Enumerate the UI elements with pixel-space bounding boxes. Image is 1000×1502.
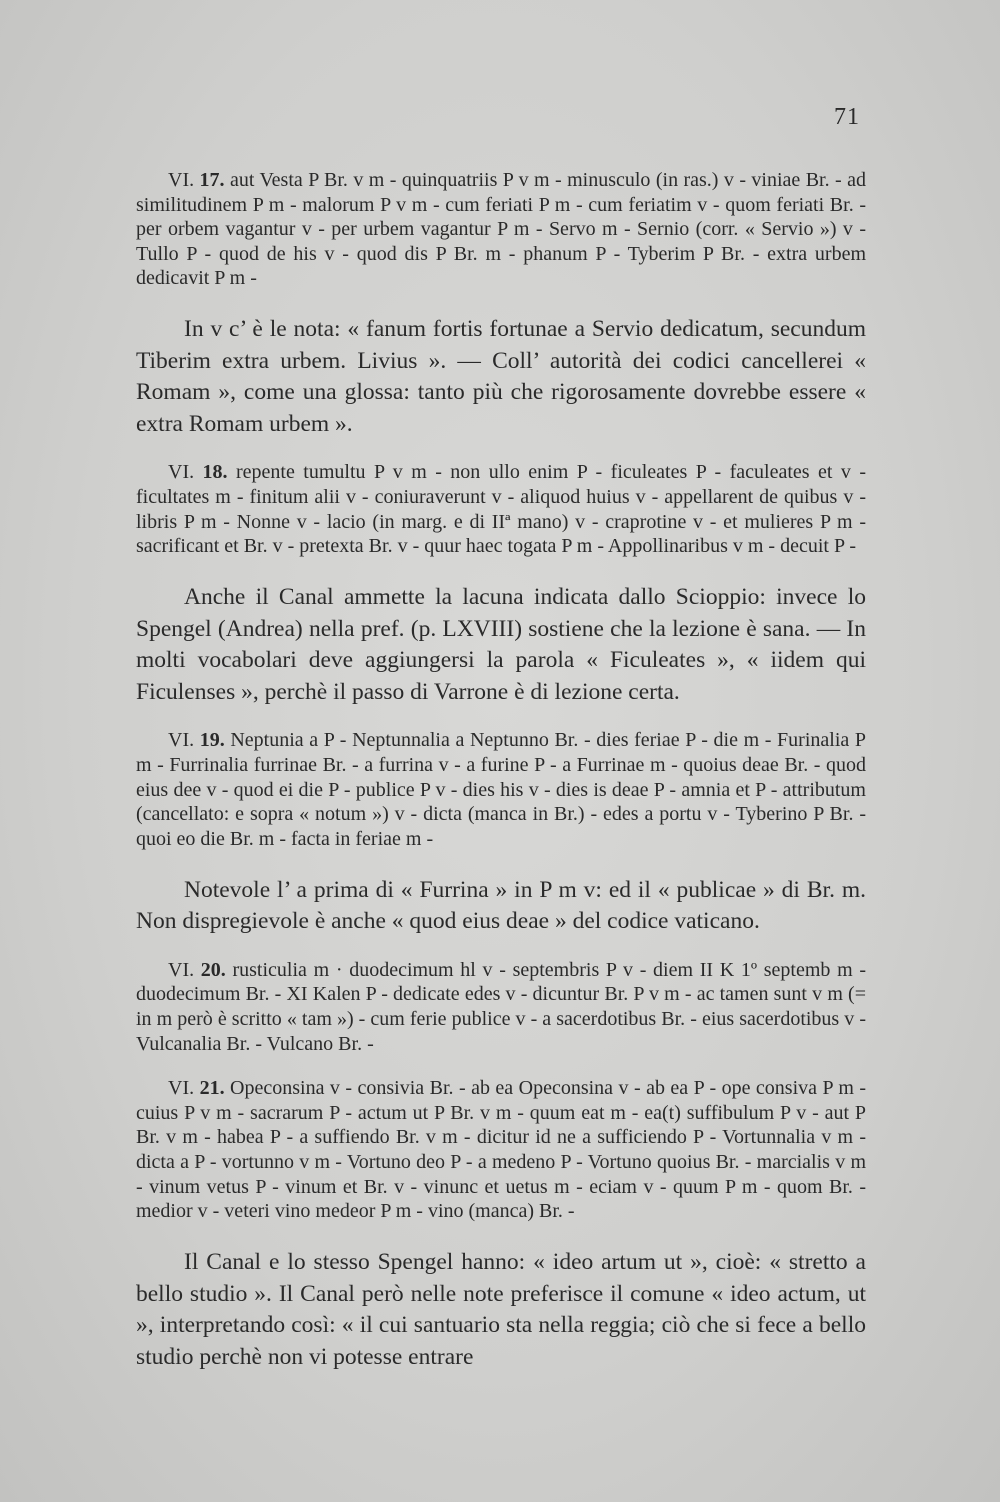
comment-vi-17: In v c’ è le nota: « fanum fortis fortunae a Servio dedicatum, secundum Tiberim extra urbem. Livius ». — Coll’ autorità dei codici cancellerei « Romam », come una glossa: tanto più che rigorosamente dovrebbe essere « extra Romam urbem ». <box>136 316 866 437</box>
section-ref: VI. 20. <box>168 958 226 981</box>
comment-vi-19: Notevole l’ a prima di « Furrina » in P m v: ed il « publicae » di Br. m. Non dispregievole è anche « quod eius deae » del codice vaticano. <box>136 876 866 935</box>
comment-vi-21: Il Canal e lo stesso Spengel hanno: « ideo artum ut », cioè: « stretto a bello studio ». Il Canal però nelle note preferisce il comune « ideo actum, ut », interpretando così: « il cui santuario sta nella reggia; ciò che si fece a bello studio perchè non vi potesse entrare <box>136 1249 866 1370</box>
section-ref: VI. 18. <box>168 461 228 484</box>
variants-vi-20 <box>136 958 866 1056</box>
variants-vi-18 <box>136 460 866 558</box>
variants-vi-21 <box>136 1076 866 1224</box>
page-body <box>136 148 866 1385</box>
variants-text: repente tumultu P v m - non ullo enim P - ficuleates P - faculeates et v - ficultates m - finitum alii v - coniuraverunt v - aliquod huius v - appellarent de quibus v - libris P m - Nonne v - lacio (in marg. e di IIª mano) v - craprotine v - et mulieres P m - sacrificant et Br. v - pretexta Br. v - quur haec togata P m - Appollinaribus v m - decuit P - <box>136 461 866 558</box>
variants-text: rusticulia m · duodecimum hl v - septembris P v - diem II K 1º septemb m - duodecimum Br. - XI Kalen P - dedicate edes v - dicuntur Br. P v m - ac tamen sunt v m (= in m però è scritto « tam ») - cum ferie publice v - a sacerdotibus Br. - eius sacerdotibus v - Vulcanalia Br. - Vulcano Br. - <box>136 958 866 1055</box>
variants-text: aut Vesta P Br. v m - quinquatriis P v m - minusculo (in ras.) v - viniae Br. - ad similitudinem P m - malorum P v m - cum feriati P m - cum feriatim v - quom feriati Br. - per orbem vagantur v - per urbem vagantur P m - Servo m - Sernio (corr. « Servio ») v - Tullo P - quod de his v - quod dis P Br. m - phanum P - Tyberim P Br. - extra urbem dedicavit P m - <box>136 169 866 290</box>
page-number: 71 <box>834 104 860 130</box>
section-ref: VI. 21. <box>168 1077 225 1100</box>
variants-text: Opeconsina v - consivia Br. - ab ea Opeconsina v - ab ea P - ope consiva P m - cuius P v m - sacrarum P - actum ut P Br. v m - quum eat m - ea(t) suffibulum P v - aut P Br. v m - habea P - a suffiendo Br. v m - dicitur id ne a sufficiendo P - Vortunnalia v m - dicta a P - vortunno v m - Vortuno deo P - a medeno P - Vortuno quoius Br. - marcialis v m - vinum vetus P - vinum et Br. v - vinunc et uetus m - eciam v - quum P m - quom Br. - medior v - veteri vino medeor P m - vino (manca) Br. - <box>136 1077 867 1223</box>
section-ref: VI. 17. <box>168 169 225 191</box>
section-ref: VI. 19. <box>168 729 225 752</box>
variants-vi-19 <box>136 728 866 851</box>
variants-text: Neptunia a P - Neptunnalia a Neptunno Br. - dies feriae P - die m - Furinalia P m - Furrinalia furrinae Br. - a furrina v - a furine P - a Furrinae m - quoius deae Br. - quod eius dee v - quod ei die P - publice P v - dies his v - dies is deae P - amnia et P - attributum (cancellato: e sopra « notum ») v - dicta (manca in Br.) - edes a portu v - Tyberino P Br. - quoi eo die Br. m - facta in feriae m - <box>136 729 866 850</box>
comment-vi-18: Anche il Canal ammette la lacuna indicata dallo Scioppio: invece lo Spengel (Andrea) nella pref. (p. LXVIII) sostiene che la lezione è sana. — In molti vocabolari deve aggiungersi la parola « Ficuleates », « iidem qui Ficulenses », perchè il passo di Varrone è di lezione certa. <box>136 584 866 705</box>
variants-vi-17 <box>136 168 866 291</box>
